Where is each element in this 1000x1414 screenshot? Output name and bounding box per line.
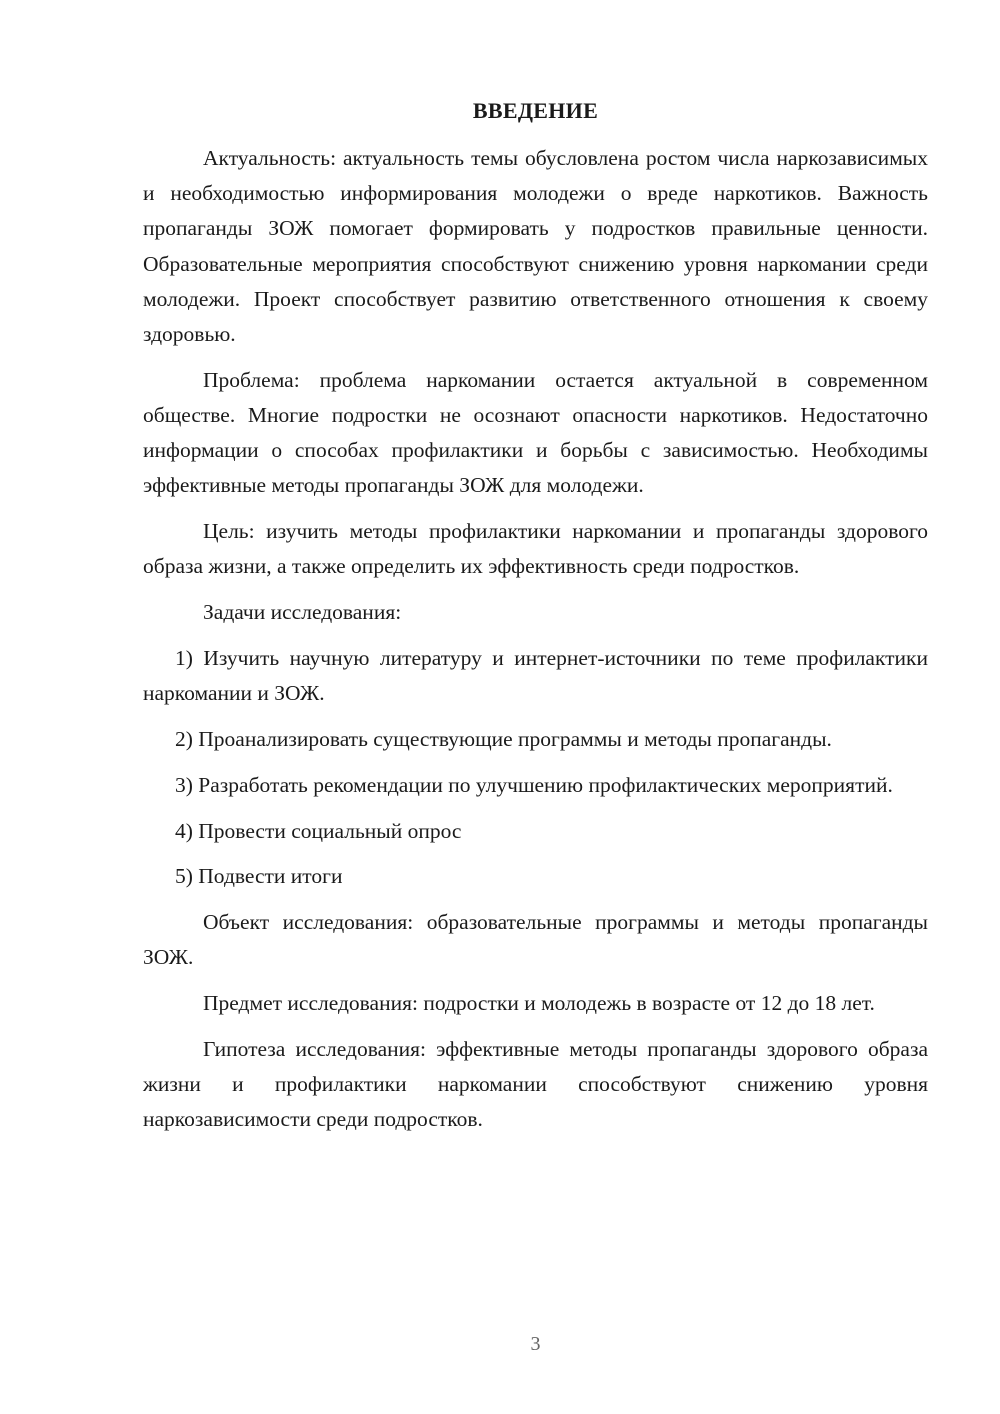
task-item-1: 1) Изучить научную литературу и интернет-источники по теме профилактики наркомании и ЗОЖ.	[143, 646, 928, 706]
paragraph-actuality: Актуальность: актуальность темы обусловлена ростом числа наркозависимых и необходимостью информирования молодежи о вреде наркотиков. Важность пропаганды ЗОЖ помогает формировать у подростков правильные ценности. Образовательные мероприятия способствуют снижению уровня наркомании среди молодежи. Проект способствует развитию ответственного отношения к своему здоровью.	[143, 146, 928, 347]
task-item-5: 5) Подвести итоги	[175, 864, 343, 889]
task-item-4: 4) Провести социальный опрос	[175, 818, 462, 843]
paragraph-problem: Проблема: проблема наркомании остается актуальной в современном обществе. Многие подростки не осознают опасности наркотиков. Недостаточно информации о способах профилактики и борьбы с зависимостью. Необходимы эффективные методы пропаганды ЗОЖ для молодежи.	[143, 367, 928, 498]
paragraph-object: Объект исследования: образовательные программы и методы пропаганды ЗОЖ.	[143, 910, 928, 970]
page-title: ВВЕДЕНИЕ	[472, 98, 599, 123]
paragraph-subject: Предмет исследования: подростки и молодежь в возрасте от 12 до 18 лет.	[203, 991, 875, 1016]
paragraph-hypothesis: Гипотеза исследования: эффективные методы пропаганды здорового образа жизни и профилактики наркомании способствуют снижению уровня наркозависимости среди подростков.	[143, 1037, 928, 1132]
page-number: 3	[530, 1333, 541, 1355]
task-item-3: 3) Разработать рекомендации по улучшению профилактических мероприятий.	[175, 772, 893, 797]
paragraph-goal: Цель: изучить методы профилактики наркомании и пропаганды здорового образа жизни, а также определить их эффективность среди подростков.	[143, 519, 928, 579]
document-body	[143, 141, 928, 1138]
tasks-heading: Задачи исследования:	[203, 600, 402, 625]
task-item-2: 2) Проанализировать существующие программы и методы пропаганды.	[175, 727, 832, 752]
